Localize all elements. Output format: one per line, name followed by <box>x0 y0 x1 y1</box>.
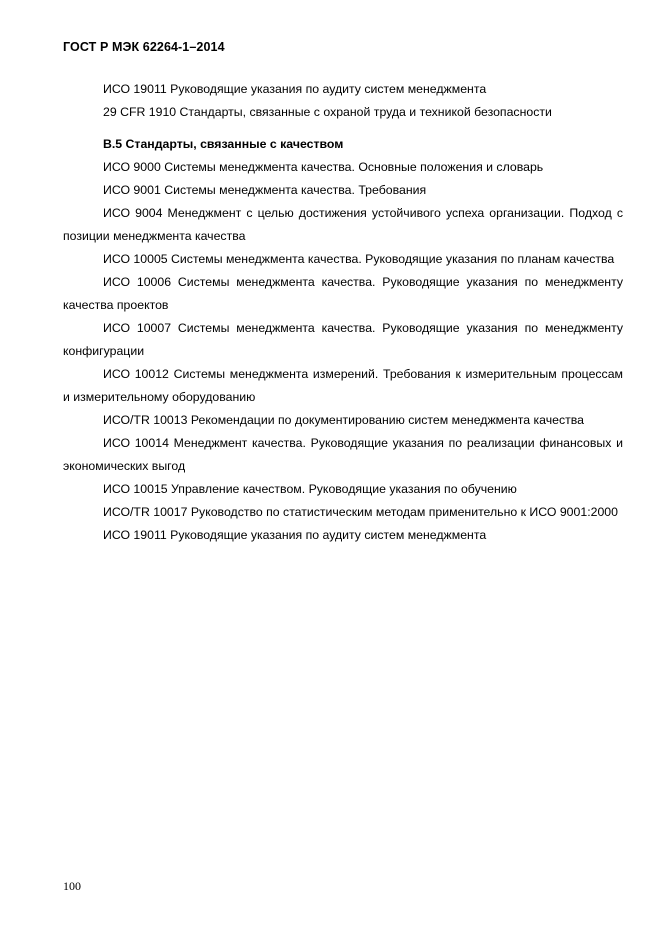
reference-item: ИСО 10014 Менеджмент качества. Руководящие указания по реализации финансовых и экономических выгод <box>63 436 623 473</box>
reference-item: ИСО/TR 10017 Руководство по статистическим методам применительно к ИСО 9001:2000 <box>103 505 618 519</box>
reference-item: ИСО 10005 Системы менеджмента качества. Руководящие указания по планам качества <box>103 252 615 266</box>
reference-item: 29 CFR 1910 Стандарты, связанные с охраной труда и техникой безопасности <box>103 105 552 119</box>
reference-item: ИСО 10012 Системы менеджмента измерений. Требования к измерительным процессам и измерительному оборудованию <box>63 367 623 404</box>
page-number: 100 <box>63 879 81 893</box>
reference-item: ИСО 9004 Менеджмент с целью достижения устойчивого успеха организации. Подход с позиции менеджмента качества <box>63 206 623 243</box>
reference-item: ИСО 19011 Руководящие указания по аудиту систем менеджмента <box>103 82 487 96</box>
reference-item: ИСО 10015 Управление качеством. Руководящие указания по обучению <box>103 482 517 496</box>
reference-item: ИСО 9000 Системы менеджмента качества. Основные положения и словарь <box>103 160 544 174</box>
references-body <box>63 78 623 547</box>
section-heading: B.5 Стандарты, связанные с качеством <box>103 137 344 151</box>
reference-item: ИСО 10006 Системы менеджмента качества. Руководящие указания по менеджменту качества проектов <box>63 275 623 312</box>
reference-item: ИСО 10007 Системы менеджмента качества. Руководящие указания по менеджменту конфигурации <box>63 321 623 358</box>
reference-item: ИСО/TR 10013 Рекомендации по документированию систем менеджмента качества <box>103 413 584 427</box>
reference-item: ИСО 9001 Системы менеджмента качества. Требования <box>103 183 427 197</box>
reference-item: ИСО 19011 Руководящие указания по аудиту систем менеджмента <box>103 528 487 542</box>
document-header: ГОСТ Р МЭК 62264-1–2014 <box>63 40 225 54</box>
